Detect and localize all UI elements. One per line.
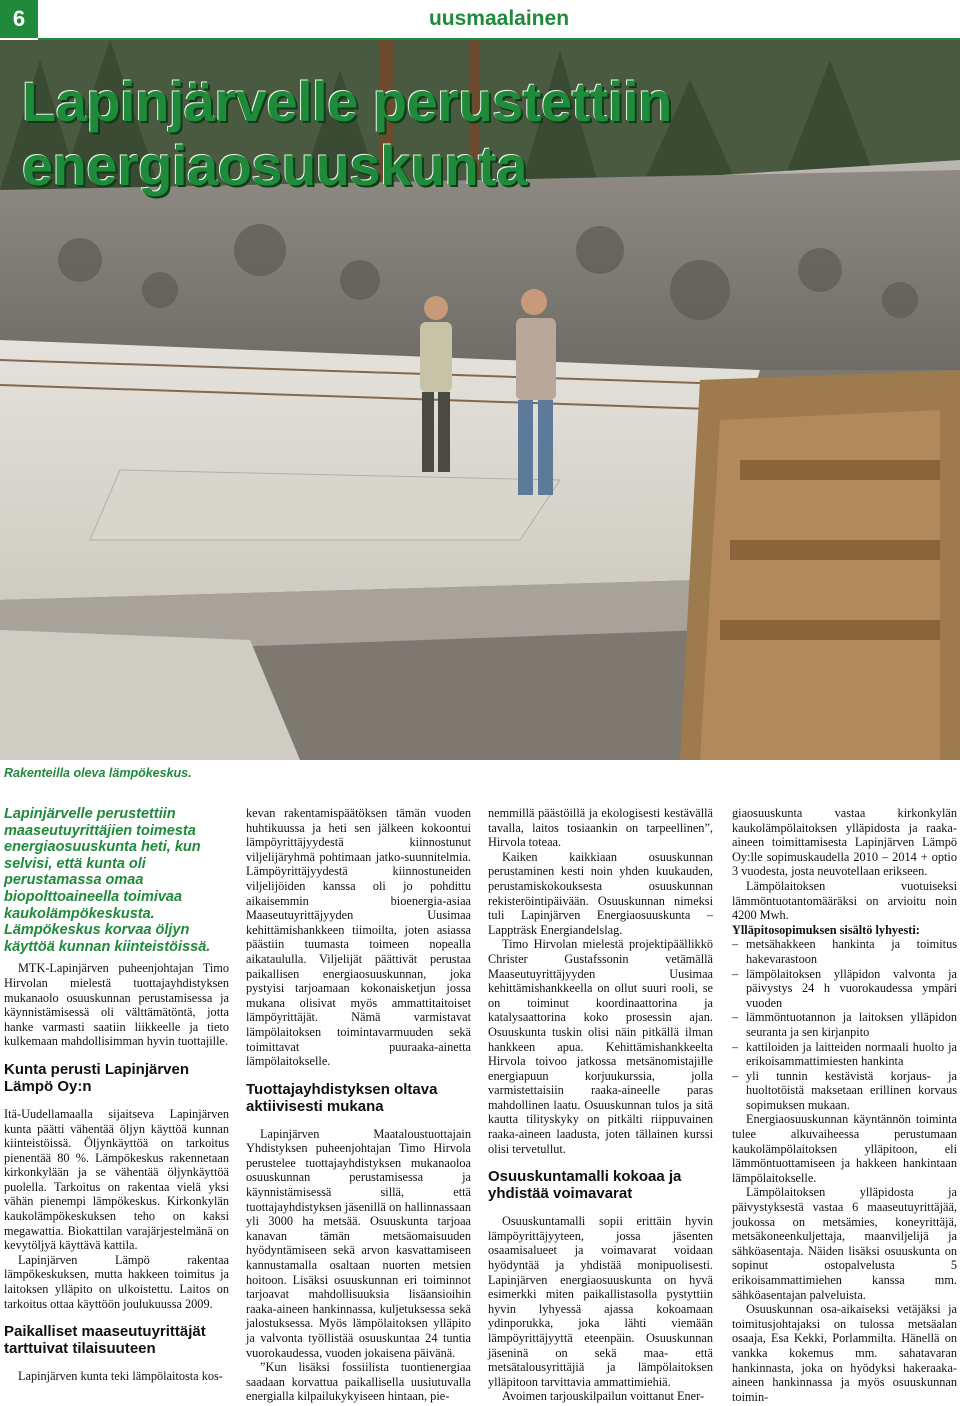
subheading: Tuottajayhdistyksen oltava aktiivisesti mukana [246, 1080, 438, 1115]
paragraph: Lapinjärven Lämpö rakentaa lämpökeskuksen, mutta hakkeen toimitus ja laitoksen ylläpito on ulkoistettu. Laitos on tarkoitus ottaa käyttöön joulukuussa 2009. [4, 1252, 229, 1311]
paragraph: Timo Hirvolan mielestä projektipäällikkö Christer Gustafssonin vetämällä Maaseutuyrittäjyyden Uusimaa kehittämishankkeella on ollut suuri rooli, se on toiminut koordinaattorina ja katalysaattorina koko prosessin ajan. Osuuskunta tuskin olisi näin pitkällä ilman hankkeen apua. Kehittämishankkeelta Hirvola toivoo jatkossa metsänomistajille energiapuun korjuukurssia, jolla varmistettaisiin raaka-aineelle paras mahdollinen laatu. Osuuskunnan tulos ja sitä kautta tilityskyky on pitkälti riippuvainen raaka-aineen laadusta, joten tällainen kurssi olisi tervetullut. [488, 937, 713, 1156]
list-item: – yli tunnin kestävistä korjaus- ja huoltotöistä maksetaan erillinen korvaus sopimuksen mukaan. [732, 1069, 957, 1113]
paragraph: Osuuskuntamalli sopii erittäin hyvin lämpöyrittäjyyteen, jossa jäsenten osaamisalueet ja voimavarat voidaan hyödyntää ja yhdistää monipuolisesti. Lapinjärven energiaosuuskunta on hyvä esimerkki miten paikallistasolla pystyttiin hyvin lyhyessä ajassa kokoamaan ydinporukka, joka lähti viemään lämpöyrittäjyyttä eteenpäin. Osuuskunnan jäseninä on sekä maa- että metsätalousyrittäjiä ja lämpölaitoksen ylläpitoon tarvittavia ammattimiehiä. [488, 1214, 713, 1389]
article-column-2 [246, 806, 471, 1404]
list-title: Ylläpitosopimuksen sisältö lyhyesti: [732, 922, 920, 937]
photo-caption: Rakenteilla oleva lämpökeskus. [4, 766, 192, 780]
list-item: – kattiloiden ja laitteiden normaali huolto ja erikoisammattimiesten hankinta [732, 1040, 957, 1069]
paragraph: Lämpölaitoksen ylläpidosta ja päivystyksestä vastaa 6 maaseutuyrittäjää, joukossa on metsämies, koneyrittäjä, metsäkoneenkuljettaja, maanviljelijä ja sähköasentaja. Näiden lisäksi osuuskunta on sopinut ostopalvelusta 5 erikoisammattimiehen kanssa mm. sähköasentajan palveluista. [732, 1185, 957, 1302]
list-item: – lämpölaitoksen ylläpidon valvonta ja päivystys 24 h vuorokaudessa ympäri vuoden [732, 967, 957, 1011]
article-lead: Lapinjärvelle perustettiin maaseutuyrittäjien toimesta energiaosuuskunta heti, kun selvisi, että kunta oli perustamassa omaa biopolttoaineella toimivaa kaukolämpökeskusta. Lämpökeskus korvaa öljyn käyttöä kunnan kiinteistöissä. [4, 806, 211, 955]
article-column-1 [4, 806, 229, 1384]
list-item: – lämmöntuotannon ja laitoksen ylläpidon seuranta ja sen kirjanpito [732, 1010, 957, 1039]
paragraph: Avoimen tarjouskilpailun voittanut Ener- [502, 1389, 705, 1404]
contract-list [732, 937, 957, 1112]
paragraph: Itä-Uudellamaalla sijaitseva Lapinjärven kunta päätti vähentää öljyn käyttöä kunnan kiinteistöissä. Öljynkäyttöä on tarkoitus pienentää 80 %. Lämpökeskus rakennetaan kirkonkylään ja se vähentää öljynkäyttöä puolella. Tarkoitus on rakentaa vielä yksi vähän pienempi lämpökeskus. Kirkonkylän kaukolämpökeskuksen teho on kaksi megawattia. Biokattilan varajärjestelmänä on kevytöljyä käyttävä kattila. [4, 1106, 229, 1253]
headline-line-2: energiaosuuskunta [22, 134, 527, 197]
headline-line-1: Lapinjärvelle perustettiin [22, 70, 672, 133]
paragraph: Lapinjärven kunta teki lämpölaitosta kos- [18, 1369, 223, 1384]
article-column-4 [732, 806, 957, 1404]
page-header [0, 0, 960, 38]
paragraph: nemmillä päästöillä ja ekologisesti kestävällä tavalla, laitos tosiaankin on tarpeellinen”, Hirvola toteaa. [488, 806, 713, 850]
subheading: Osuuskuntamalli kokoaa ja yhdistää voimavarat [488, 1168, 682, 1203]
article-column-3 [488, 806, 713, 1404]
paragraph: ”Kun lisäksi fossiilista tuontienergiaa saadaan korvattua paikallisella uusiutuvalla energialla kilpailukykyiseen hintaan, pie- [246, 1360, 471, 1404]
paragraph: Lapinjärven Maataloustuottajain Yhdistyksen puheenjohtajan Timo Hirvola perustelee tuottajayhdistyksen mukanaoloa osuuskunnan perustamisessa ja käynnistämisessä sillä, että tuottajayhdistyksen jäsenillä on hallinnassaan yli 3000 ha metsää. Osuuskunta tarjoaa kanavan tämän metsäomaisuuden hyödyntämiseen sekä arvon kasvattamiseen kannustamalla osaltaan nuorten metsien hoitoon. Lisäksi osuuskunnan eri toiminnot tarjoavat mahdollisuuksia lisäansioihin raaka-aineen hankinnassa, kuljetuksessa sekä jalostuksessa. Myös lämpölaitoksen ylläpito ja valvonta työllistää osuuskuntaa 24 tuntia vuorokaudessa, vuoden jokaisena päivänä. [246, 1126, 471, 1360]
subheading: Kunta perusti Lapinjärven Lämpö Oy:n [4, 1060, 190, 1095]
paragraph: giaosuuskunta vastaa kirkonkylän kaukolämpölaitoksen ylläpidosta ja raaka-aineen toimittamisesta Lapinjärven Lämpö Oy:lle sopimuskaudella 2010 – 2014 + optio 3 vuodesta, josta neuvotellaan erikseen. [732, 806, 957, 879]
paragraph: Energiaosuuskunnan käyntännön toiminta tulee alkuvaiheessa perustumaan kaukolämpölaitoksen ylläpitoon, eli lämmöntuottamiseen ja hakkeen hankintaan lämpölaitokselle. [732, 1112, 957, 1185]
list-item: – metsähakkeen hankinta ja toimitus hakevarastoon [732, 937, 957, 966]
page-number: 6 [0, 0, 38, 38]
paragraph: Kaiken kaikkiaan osuuskunnan perustaminen kesti noin yhden kuukauden, perustamiskokouksesta osuuskunnan rekisteröintipäivään. Osuuskunnan nimeksi tuli Lapinjärven Energiaosuuskunta – Lappträsk Energiandelslag. [488, 849, 713, 937]
publication-name: uusmaalainen [38, 0, 960, 40]
paragraph: Lämpölaitoksen vuotuiseksi lämmöntuotantomääräksi on arvioitu noin 4200 Mwh. [732, 878, 957, 923]
paragraph: kevan rakentamispäätöksen tämän vuoden huhtikuussa ja heti sen jälkeen kokoontui lämpöyrittäjyydestä kiinnostunut viljelijäryhmä pohtimaan jatko-suunnitelmia. Lämpöyrittäjyydestä kiinnostuneiden viljelijöiden kanssa oli jo pohdittu aikaisemmin bioenergia-asiaa Maaseutuyrittäjyyden Uusimaa kehittämishankkeen tiimoilta, joten asiassa päästiin tuumasta toimeen nopealla aikataululla. Viljelijät päättivät perustaa paikallisen energiaosuuskunnan, joka pystyisi tarjoamaan kokonaisketjun jossa mukana olisivat myös ammattitaitoiset lämpöyrittäjät. Nämä varmistavat lämpölaitoksen toimintavarmuuden sekä toimittavat puuraaka-ainetta lämpölaitokselle. [246, 806, 471, 1069]
headline [22, 70, 922, 198]
paragraph: MTK-Lapinjärven puheenjohtajan Timo Hirvolan mielestä tuottajayhdistyksen mukanaolo osuuskunnan perustamisessa ja käynnistämisessä oli välttämätöntä, jotta hanke varmasti saatiin liikkeelle ja tieto kulkemaan mahdollisimman hyvin tuottajille. [4, 961, 229, 1049]
subheading: Paikalliset maaseutuyrittäjät tarttuivat tilaisuuteen [4, 1323, 206, 1358]
paragraph: Osuuskunnan osa-aikaiseksi vetäjäksi ja toimitusjohtajaksi on tulossa metsäalan osaaja, Esa Kekki, Porlammilta. Hänellä on vankka kokemus mm. sahatavaran hankinnasta, joka on hyödyksi hakeraaka-aineen hankinnassa ja myös osuuskunnan toimin- [732, 1302, 957, 1404]
